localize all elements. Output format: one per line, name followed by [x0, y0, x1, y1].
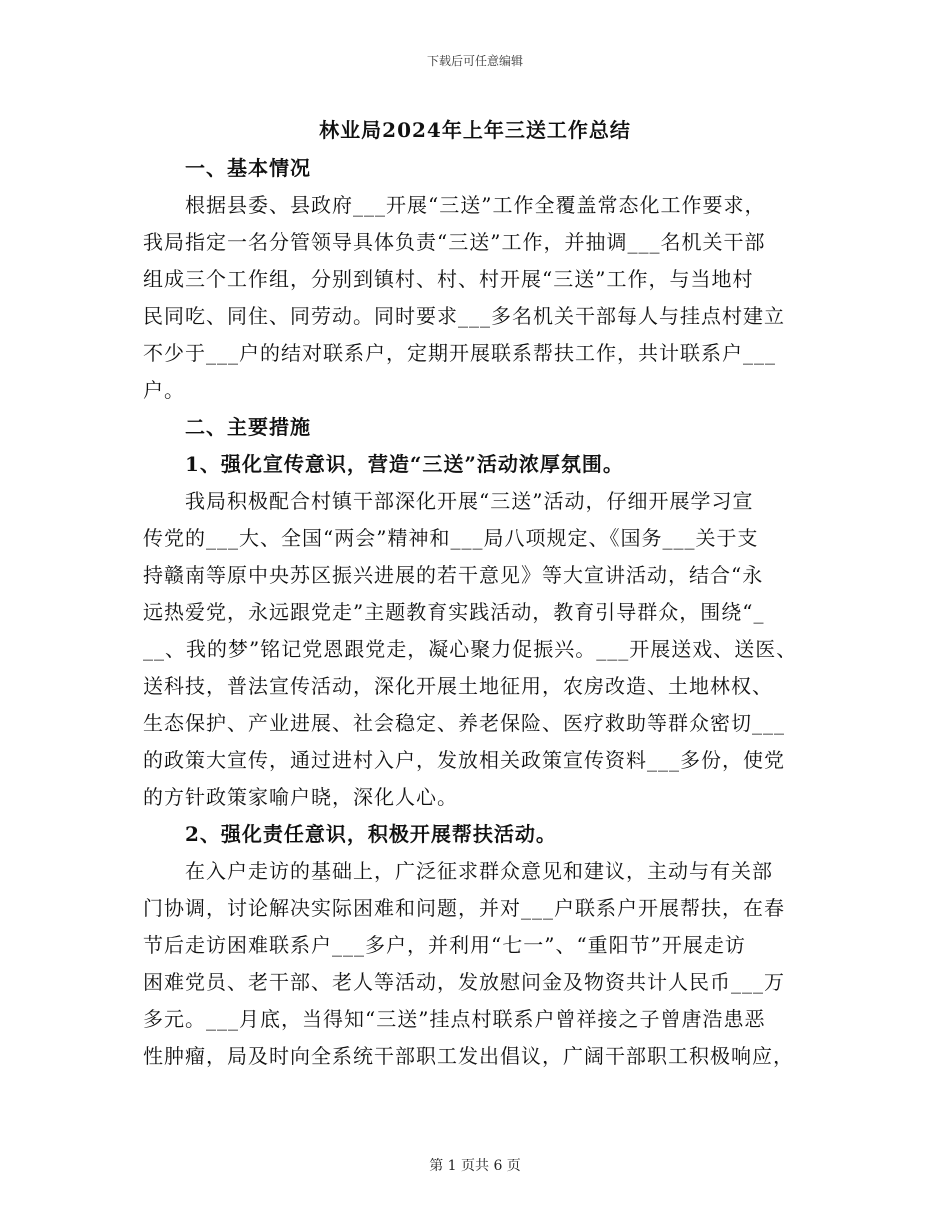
body-text-line: 传党的___大、全国“两会”精神和___局八项规定、《国务___关于支: [143, 526, 759, 550]
body-text-line: 户。: [143, 378, 185, 402]
body-text-line: 民同吃、同住、同劳动。同时要求___多名机关干部每人与挂点村建立: [143, 304, 785, 328]
section-heading: 二、主要措施: [185, 415, 311, 439]
body-text-line: 我局指定一名分管领导具体负责“三送”工作，并抽调___名机关干部: [143, 230, 766, 254]
page-footer: 第 1 页共 6 页: [429, 1158, 521, 1174]
body-text-line: 困难党员、老干部、老人等活动，发放慰问金及物资共计人民币___万: [143, 970, 785, 994]
body-text-line: 根据县委、县政府___开展“三送”工作全覆盖常态化工作要求，: [185, 193, 766, 217]
header-note: 下载后可任意编辑: [426, 54, 523, 68]
section-heading: 2、强化责任意识，积极开展帮扶活动。: [185, 822, 557, 846]
body-text-line: 我局积极配合村镇干部深化开展“三送”活动，仔细开展学习宣: [185, 489, 754, 513]
body-text-line: 持赣南等原中央苏区振兴进展的若干意见》等大宣讲活动，结合“永: [143, 563, 764, 587]
section-heading: 一、基本情况: [185, 156, 311, 180]
section-heading: 1、强化宣传意识，营造“三送”活动浓厚氛围。: [185, 452, 624, 476]
body-text-line: 性肿瘤，局及时向全系统干部职工发出倡议，广阔干部职工积极响应，: [143, 1044, 794, 1068]
body-text-line: 在入户走访的基础上，广泛征求群众意见和建议，主动与有关部: [185, 859, 773, 883]
document-body: [143, 150, 823, 1075]
body-text-line: 的政策大宣传，通过进村入户，发放相关政策宣传资料___多份，使党: [143, 748, 785, 772]
body-text-line: 多元。___月底，当得知“三送”挂点村联系户曾祥接之子曾唐浩患恶: [143, 1007, 766, 1031]
body-text-line: 生态保护、产业进展、社会稳定、养老保险、医疗救助等群众密切___: [143, 711, 785, 735]
body-text-line: 门协调，讨论解决实际困难和问题，并对___户联系户开展帮扶，在春: [143, 896, 785, 920]
body-text-line: 的方针政策家喻户晓，深化人心。: [143, 785, 458, 809]
body-text-line: 远热爱党，永远跟党走”主题教育实践活动，教育引导群众，围绕“_: [143, 600, 765, 624]
body-text-line: 不少于___户的结对联系户，定期开展联系帮扶工作，共计联系户___: [143, 341, 776, 365]
document-title: 林业局2024年上年三送工作总结: [319, 118, 631, 142]
body-text-line: 组成三个工作组，分别到镇村、村、村开展“三送”工作，与当地村: [143, 267, 754, 291]
body-text-line: 送科技，普法宣传活动，深化开展土地征用，农房改造、土地林权、: [143, 674, 773, 698]
body-text-line: __、我的梦”铭记党恩跟党走，凝心聚力促振兴。___开展送戏、送医、: [143, 637, 798, 661]
body-text-line: 节后走访困难联系户___多户，并利用“七一”、“重阳节”开展走访: [143, 933, 746, 957]
